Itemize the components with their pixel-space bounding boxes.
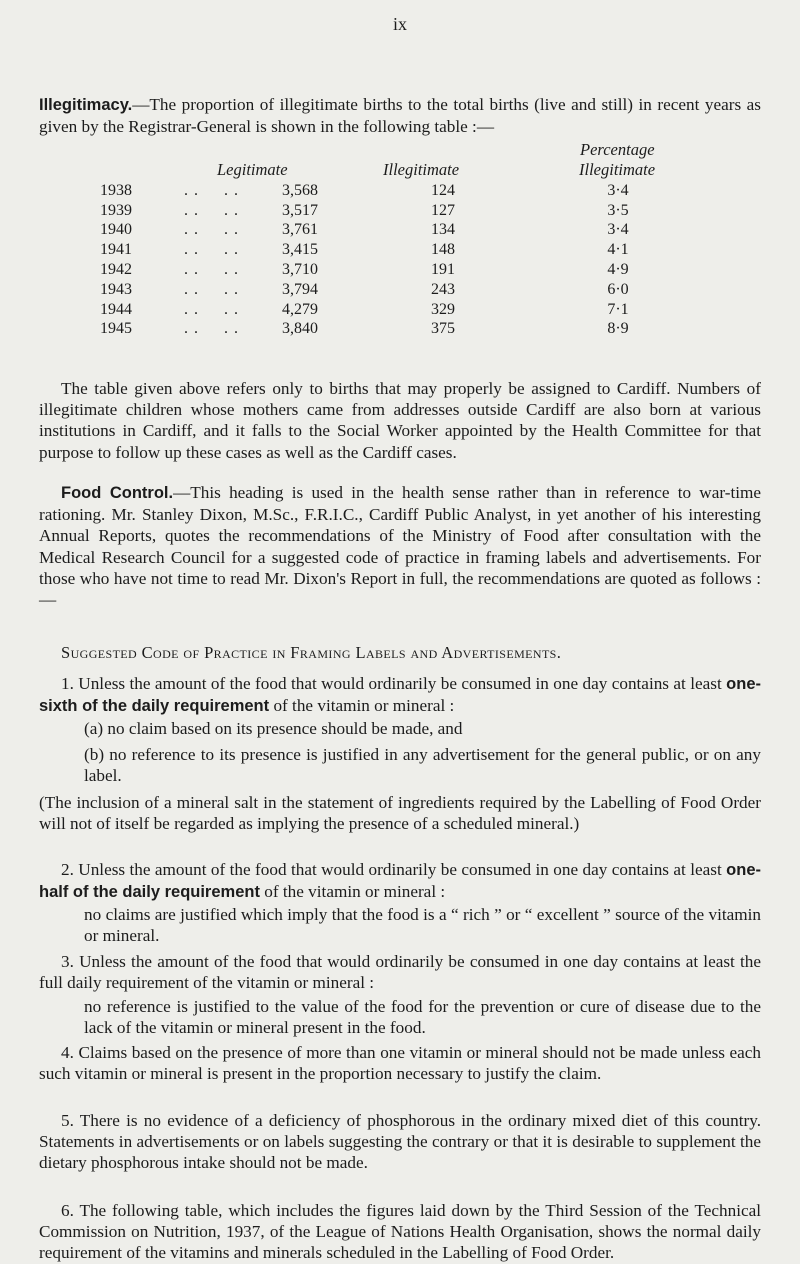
- header-percentage-illegitimate: Illegitimate: [579, 160, 656, 179]
- code-title: Suggested Code of Practice in Framing Labels and Advertisements.: [61, 643, 562, 662]
- item-1: [39, 673, 761, 717]
- illegitimate-cell: 243: [431, 280, 455, 298]
- item-2-pre: 2. Unless the amount of the food that would ordinarily be consumed in one day contains at least: [61, 860, 727, 879]
- illegitimate-cell: 127: [431, 201, 455, 219]
- year-cell: 1939: [100, 201, 132, 219]
- illegitimate-cell: 124: [431, 181, 455, 199]
- percentage-cell: 7·1: [607, 300, 629, 318]
- year-cell: 1942: [100, 261, 132, 279]
- percentage-cell: 3·4: [607, 221, 629, 239]
- illegitimate-cell: 191: [431, 261, 455, 279]
- food-control-heading: Food Control.: [61, 484, 174, 502]
- illegitimate-cell: 134: [431, 221, 455, 239]
- leader-dots: . . . .: [184, 280, 239, 298]
- legitimate-cell: 3,517: [282, 201, 318, 219]
- page-number: ix: [392, 14, 407, 34]
- legitimate-cell: 3,415: [282, 241, 318, 259]
- item-1-post: of the vitamin or mineral :: [269, 696, 455, 716]
- illegitimate-cell: 329: [431, 300, 455, 318]
- inclusion-note: (The inclusion of a mineral salt in the statement of ingredients required by the Labelling of Food Order will not of itself be regarded as implying the presence of a scheduled mineral.): [39, 793, 761, 834]
- item-1a: (a) no claim based on its presence should be made, and: [84, 719, 463, 738]
- births-row: [100, 201, 678, 221]
- leader-dots: . . . .: [184, 241, 239, 259]
- header-legitimate: Legitimate: [217, 160, 288, 179]
- births-row: [100, 240, 678, 260]
- year-cell: 1941: [100, 241, 132, 259]
- births-table-body: [100, 181, 678, 339]
- leader-dots: . . . .: [184, 181, 239, 199]
- births-row: [100, 221, 678, 241]
- births-row: [100, 300, 678, 320]
- percentage-cell: 4·1: [607, 241, 629, 259]
- births-row: [100, 320, 678, 340]
- legitimate-cell: 4,279: [282, 300, 318, 318]
- illegitimate-cell: 375: [431, 320, 455, 338]
- year-cell: 1944: [100, 300, 132, 318]
- percentage-cell: 3·4: [607, 181, 629, 199]
- leader-dots: . . . .: [184, 201, 239, 219]
- leader-dots: . . . .: [184, 261, 239, 279]
- food-control-text: —This heading is used in the health sense rather than in reference to war-time rationing. Mr. Stanley Dixon, M.Sc., F.R.I.C., Cardiff Public Analyst, in yet another of his interesting Annual Reports, quotes the recommendations of the Ministry of Food after consultation with the Medical Research Council for a suggested code of practice in framing labels and advertisements. For those who have not time to read Mr. Dixon's Report in full, the recommendations are quoted as follows :—: [39, 483, 761, 610]
- item-2-post: of the vitamin or mineral :: [259, 882, 446, 902]
- illegitimacy-paragraph: [39, 94, 761, 137]
- item-1b: (b) no reference to its presence is justified in any advertisement for the general public, or on any label.: [84, 745, 761, 786]
- header-percentage: Percentage: [580, 140, 655, 159]
- leader-dots: . . . .: [184, 221, 239, 239]
- percentage-cell: 8·9: [607, 320, 629, 338]
- year-cell: 1945: [100, 320, 132, 338]
- year-cell: 1940: [100, 221, 132, 239]
- percentage-cell: 6·0: [607, 280, 629, 298]
- food-control-paragraph: [39, 482, 761, 610]
- births-table: [100, 181, 678, 339]
- illegitimacy-intro: —The proportion of illegitimate births to the total births (live and still) in recent years as given by the Registrar-General is shown in the following table :—: [39, 95, 761, 137]
- item-4: 4. Claims based on the presence of more than one vitamin or mineral should not be made unless each such vitamin or mineral is present in the proportion necessary to justify the claim.: [39, 1043, 761, 1084]
- births-row: [100, 280, 678, 300]
- legitimate-cell: 3,568: [282, 181, 318, 199]
- leader-dots: . . . .: [184, 300, 239, 318]
- item-3: 3. Unless the amount of the food that would ordinarily be consumed in one day contains at least the full daily requirement of the vitamin or mineral :: [39, 952, 761, 993]
- births-row: [100, 260, 678, 280]
- illegitimate-cell: 148: [431, 241, 455, 259]
- item-1-emphasis: one-sixth of the daily requirement: [39, 675, 761, 716]
- header-illegitimate: Illegitimate: [383, 160, 460, 179]
- item-5: 5. There is no evidence of a deficiency of phosphorous in the ordinary mixed diet of this country. Statements in advertisements or on labels suggesting the contrary or that it is desirable to supplement the dietary phosphorous intake should not be made.: [39, 1111, 761, 1173]
- percentage-cell: 3·5: [607, 201, 629, 219]
- births-row: [100, 181, 678, 201]
- item-1-pre: 1. Unless the amount of the food that would ordinarily be consumed in one day contains at least: [61, 674, 727, 693]
- illegitimacy-heading: Illegitimacy.: [39, 96, 133, 114]
- legitimate-cell: 3,761: [282, 221, 318, 239]
- leader-dots: . . . .: [184, 320, 239, 338]
- item-6: 6. The following table, which includes the figures laid down by the Third Session of the Technical Commission on Nutrition, 1937, of the League of Nations Health Organisation, shows the normal daily requirement of the vitamins and minerals scheduled in the Labelling of Food Order.: [39, 1201, 761, 1263]
- year-cell: 1938: [100, 181, 132, 199]
- item-3-sub: no reference is justified to the value of the food for the prevention or cure of disease due to the lack of the vitamin or mineral present in the food.: [84, 997, 761, 1038]
- item-2-sub: no claims are justified which imply that the food is a “ rich ” or “ excellent ” source of the vitamin or mineral.: [84, 905, 761, 946]
- percentage-cell: 4·9: [607, 261, 629, 279]
- item-2: [39, 859, 761, 903]
- year-cell: 1943: [100, 280, 132, 298]
- item-2-emphasis: one-half of the daily requirement: [39, 861, 761, 902]
- legitimate-cell: 3,710: [282, 261, 318, 279]
- legitimate-cell: 3,794: [282, 280, 318, 298]
- legitimate-cell: 3,840: [282, 320, 318, 338]
- cardiff-note: The table given above refers only to births that may properly be assigned to Cardiff. Numbers of illegitimate children whose mothers came from addresses outside Cardiff are also born at various institutions in Cardiff, and it falls to the Social Worker appointed by the Health Committee for that purpose to follow up these cases as well as the Cardiff cases.: [39, 379, 761, 462]
